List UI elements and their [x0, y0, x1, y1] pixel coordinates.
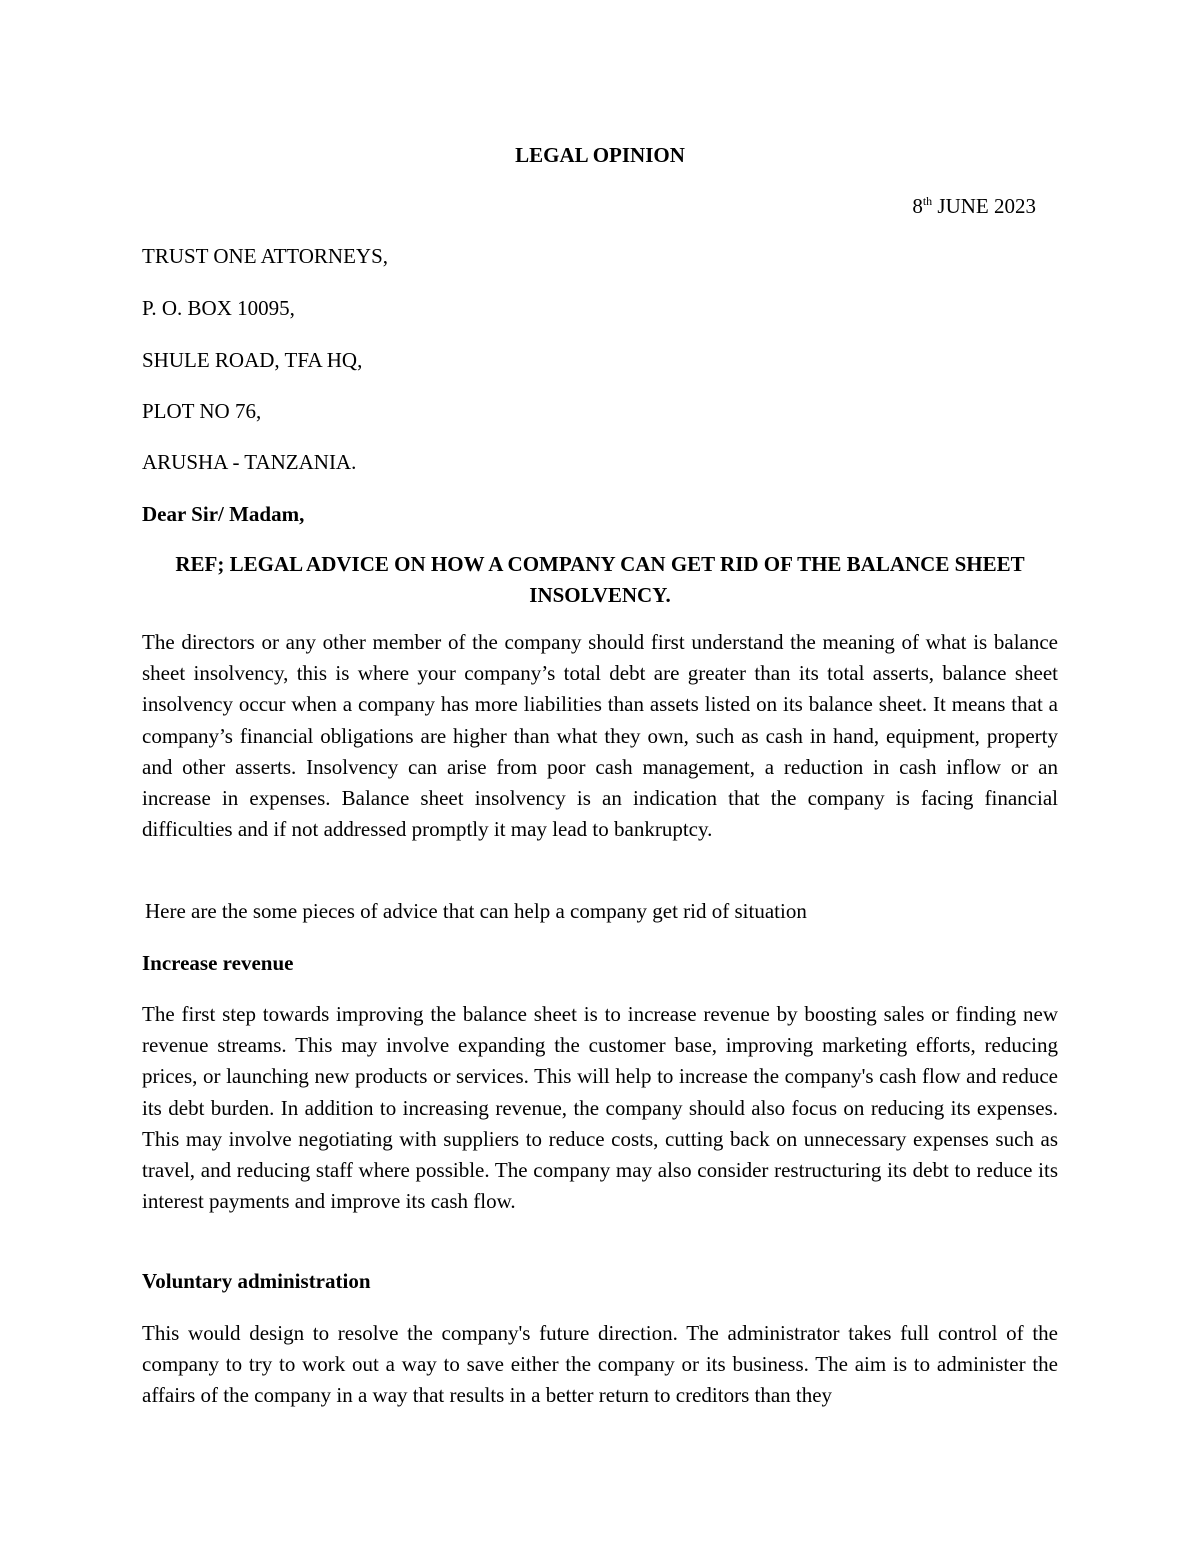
- address-line-city: ARUSHA - TANZANIA.: [142, 450, 357, 474]
- document-date: [912, 194, 1036, 219]
- address-line-plot: PLOT NO 76,: [142, 399, 262, 423]
- paragraph-insolvency-meaning: The directors or any other member of the company should first understand the meaning of what is balance sheet insolvency, this is where your company’s total debt are greater than its total asserts, balance sheet insolvency occur when a company has more liabilities than assets listed on its balance sheet. It means that a company’s financial obligations are higher than what they own, such as cash in hand, equipment, property and other asserts. Insolvency can arise from poor cash management, a reduction in cash inflow or an increase in expenses. Balance sheet insolvency is an indication that the company is facing financial difficulties and if not addressed promptly it may lead to bankruptcy.: [142, 630, 1058, 842]
- document-title: LEGAL OPINION: [515, 143, 685, 167]
- address-line-road: SHULE ROAD, TFA HQ,: [142, 348, 363, 372]
- heading-increase-revenue: Increase revenue: [142, 951, 294, 975]
- paragraph-increase-revenue: The first step towards improving the balance sheet is to increase revenue by boosting sales or finding new revenue streams. This may involve expanding the customer base, improving marketing efforts, reducing prices, or launching new products or services. This will help to increase the company's cash flow and reduce its debt burden. In addition to increasing revenue, the company should also focus on reducing its expenses. This may involve negotiating with suppliers to reduce costs, cutting back on unnecessary expenses such as travel, and reducing staff where possible. The company may also consider restructuring its debt to reduce its interest payments and improve its cash flow.: [142, 1002, 1058, 1214]
- salutation: Dear Sir/ Madam,: [142, 502, 305, 526]
- address-line-po-box: P. O. BOX 10095,: [142, 296, 295, 320]
- date-suffix: th: [922, 194, 933, 208]
- advice-intro: Here are the some pieces of advice that can help a company get rid of situation: [145, 899, 807, 923]
- paragraph-voluntary-administration: This would design to resolve the company's future direction. The administrator takes full control of the company to try to work out a way to save either the company or its business. The aim is to administer the affairs of the company in a way that results in a better return to creditors than they: [142, 1321, 1058, 1408]
- date-month-year: JUNE 2023: [932, 194, 1036, 218]
- reference-line: REF; LEGAL ADVICE ON HOW A COMPANY CAN GET RID OF THE BALANCE SHEET INSOLVENCY.: [175, 552, 1025, 607]
- heading-voluntary-administration: Voluntary administration: [142, 1269, 371, 1293]
- address-line-firm: TRUST ONE ATTORNEYS,: [142, 244, 389, 268]
- date-day: 8: [912, 194, 923, 218]
